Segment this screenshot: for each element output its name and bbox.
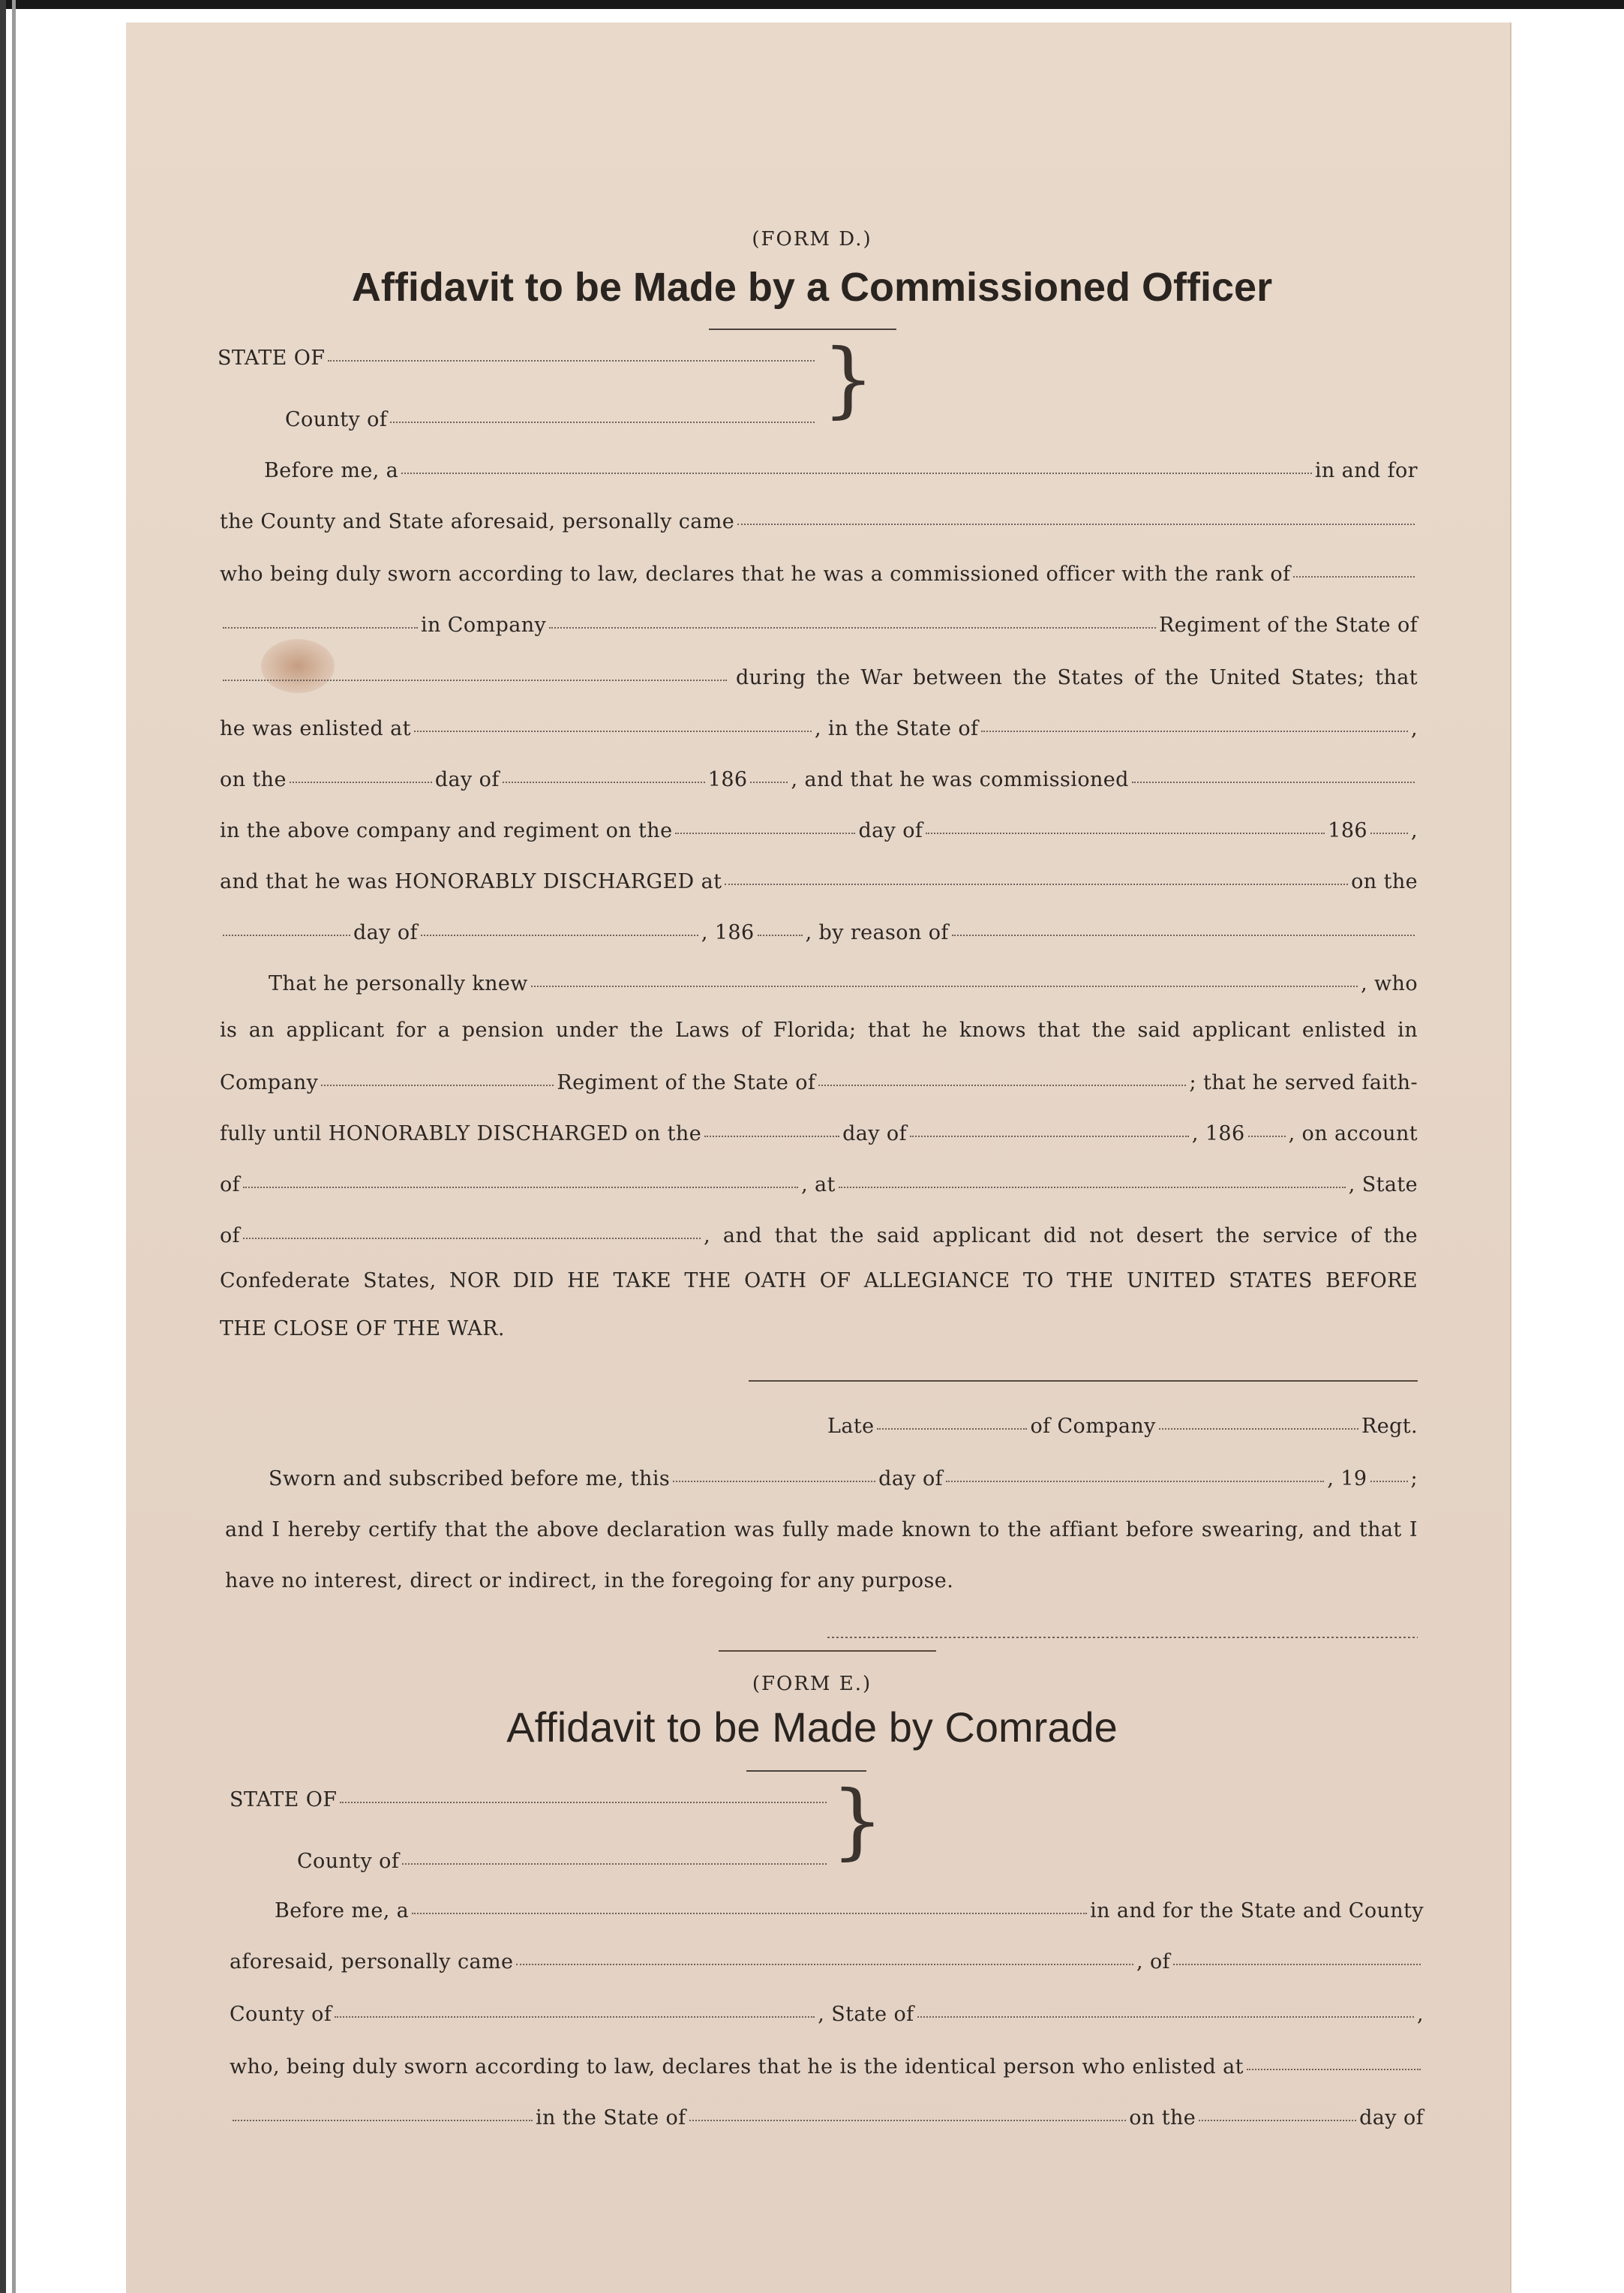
signature-line[interactable] xyxy=(749,1380,1418,1382)
e-enlisted-state-field[interactable] xyxy=(689,2119,1127,2121)
e-residence-field[interactable] xyxy=(1173,1963,1421,1965)
late-company-field[interactable] xyxy=(1159,1427,1358,1430)
line-3: who being duly sworn according to law, declares that he was a commissioned officer with the rank of xyxy=(220,563,1418,586)
line-1: Before me, a in and for xyxy=(264,459,1418,482)
line-5: during the War between the States of the United States; that xyxy=(220,666,1418,689)
discharge-place-field[interactable] xyxy=(839,1186,1346,1188)
form-d-label: (FORM D.) xyxy=(752,228,872,251)
enlisted-at-field[interactable] xyxy=(414,730,812,732)
line-17: Confederate States, NOR DID HE TAKE THE OATH OF ALLEGIANCE TO THE UNITED STATES BEFORE xyxy=(220,1269,1418,1292)
e-county-of-field[interactable] xyxy=(335,2015,815,2018)
applicant-discharge-year-field[interactable] xyxy=(1248,1135,1286,1137)
rank-cont-field[interactable] xyxy=(223,626,418,629)
state-label: STATE OF xyxy=(218,347,326,370)
e-officer-title-field[interactable] xyxy=(412,1912,1087,1914)
e-comrade-name-field[interactable] xyxy=(516,1963,1133,1965)
form-d-title: Affidavit to be Made by a Commissioned Officer xyxy=(351,265,1273,310)
e-state-field[interactable] xyxy=(340,1801,827,1803)
county-field[interactable] xyxy=(390,421,815,423)
enlisted-state-field[interactable] xyxy=(981,730,1408,732)
applicant-discharge-day-field[interactable] xyxy=(704,1135,839,1137)
e-county-line: County of xyxy=(297,1850,830,1873)
officer-title-field[interactable] xyxy=(401,472,1312,474)
line-18: THE CLOSE OF THE WAR. xyxy=(220,1317,505,1340)
enlist-year-field[interactable] xyxy=(750,781,788,783)
state-of-field[interactable] xyxy=(243,1237,701,1239)
rank-field[interactable] xyxy=(1293,575,1415,578)
line-11: That he personally knew , who xyxy=(269,972,1418,995)
late-rank-field[interactable] xyxy=(877,1427,1027,1430)
e-brace-glyph: } xyxy=(831,1772,884,1868)
applicant-name-field[interactable] xyxy=(531,985,1358,987)
enlist-day-field[interactable] xyxy=(290,781,432,783)
discharge-year-field[interactable] xyxy=(758,934,803,936)
brace-glyph: } xyxy=(822,331,875,427)
applicant-company-field[interactable] xyxy=(321,1084,554,1086)
commission-year-field[interactable] xyxy=(1370,832,1408,834)
discharge-day-field[interactable] xyxy=(223,934,350,936)
line-9: and that he was HONORABLY DISCHARGED at on the xyxy=(220,870,1418,893)
sworn-day-field[interactable] xyxy=(673,1480,875,1482)
applicant-state-field[interactable] xyxy=(818,1084,1186,1086)
county-line xyxy=(285,408,818,431)
discharge-reason-field[interactable] xyxy=(952,934,1415,936)
sworn-month-field[interactable] xyxy=(946,1480,1324,1482)
state-line xyxy=(218,347,818,370)
e-county-field[interactable] xyxy=(402,1862,827,1865)
county-label: County of xyxy=(285,408,388,431)
commission-field[interactable] xyxy=(1132,781,1415,783)
line-14: fully until HONORABLY DISCHARGED on the day of , 186 , on account xyxy=(220,1122,1418,1145)
cert-line-2: have no interest, direct or indirect, in the foregoing for any purpose. xyxy=(225,1569,954,1592)
e-line-2: aforesaid, personally came , of xyxy=(230,1950,1424,1973)
e-line-1: Before me, a in and for the State and County xyxy=(275,1899,1424,1922)
line-6: he was enlisted at , in the State of , xyxy=(220,717,1418,740)
line-12: is an applicant for a pension under the Laws of Florida; that he knows that the said applicant enlisted in xyxy=(220,1019,1418,1042)
account-of-field[interactable] xyxy=(243,1186,798,1188)
e-enlisted-cont-field[interactable] xyxy=(233,2119,533,2121)
e-enlist-day-field[interactable] xyxy=(1199,2119,1356,2121)
e-line-4: who, being duly sworn according to law, declares that he is the identical person who enlisted at xyxy=(230,2055,1424,2078)
e-line-3: County of , State of , xyxy=(230,2003,1424,2026)
form-e-label: (FORM E.) xyxy=(752,1673,872,1695)
discharged-at-field[interactable] xyxy=(725,883,1348,885)
sworn-line: Sworn and subscribed before me, this day of , 19 ; xyxy=(269,1467,1418,1490)
scan-border-left-inner xyxy=(12,0,16,2293)
line-8: in the above company and regiment on the day of 186 , xyxy=(220,819,1418,842)
line-2: the County and State aforesaid, personally came xyxy=(220,510,1418,533)
line-7: on the day of 186 , and that he was commissioned xyxy=(220,768,1418,791)
line-15: of , at , State xyxy=(220,1173,1418,1196)
state-field[interactable] xyxy=(328,359,815,362)
cert-line-1: and I hereby certify that the above declaration was fully made known to the affiant before swearing, and that I xyxy=(225,1518,1418,1541)
late-line: Late of Company Regt. xyxy=(827,1415,1418,1438)
e-state-line: STATE OF xyxy=(230,1788,830,1811)
regiment-state-field[interactable] xyxy=(223,679,727,681)
affiant-name-field[interactable] xyxy=(737,523,1415,525)
discharge-month-field[interactable] xyxy=(421,934,698,936)
line-13: Company Regiment of the State of ; that he served faith- xyxy=(220,1071,1418,1094)
scan-border-left xyxy=(0,0,6,2293)
scan-border-top xyxy=(0,0,1624,9)
section-divider xyxy=(719,1650,936,1652)
title-rule xyxy=(709,329,896,330)
form-e-title: Affidavit to be Made by Comrade xyxy=(506,1703,1118,1751)
form-e-title-rule xyxy=(746,1770,866,1772)
e-line-5: in the State of on the day of xyxy=(230,2106,1424,2129)
line-16: of , and that the said applicant did not desert the service of the xyxy=(220,1224,1418,1247)
enlist-month-field[interactable] xyxy=(503,781,705,783)
e-state-of-field[interactable] xyxy=(917,2015,1415,2018)
line-4: in Company Regiment of the State of xyxy=(220,614,1418,637)
line-10: day of , 186 , by reason of xyxy=(220,921,1418,944)
company-field[interactable] xyxy=(549,626,1156,629)
sworn-year-field[interactable] xyxy=(1370,1480,1408,1482)
commission-day-field[interactable] xyxy=(675,832,855,834)
applicant-discharge-month-field[interactable] xyxy=(910,1135,1189,1137)
commission-month-field[interactable] xyxy=(926,832,1325,834)
e-enlisted-at-field[interactable] xyxy=(1247,2068,1421,2070)
officer-signature-line[interactable] xyxy=(827,1637,1418,1638)
